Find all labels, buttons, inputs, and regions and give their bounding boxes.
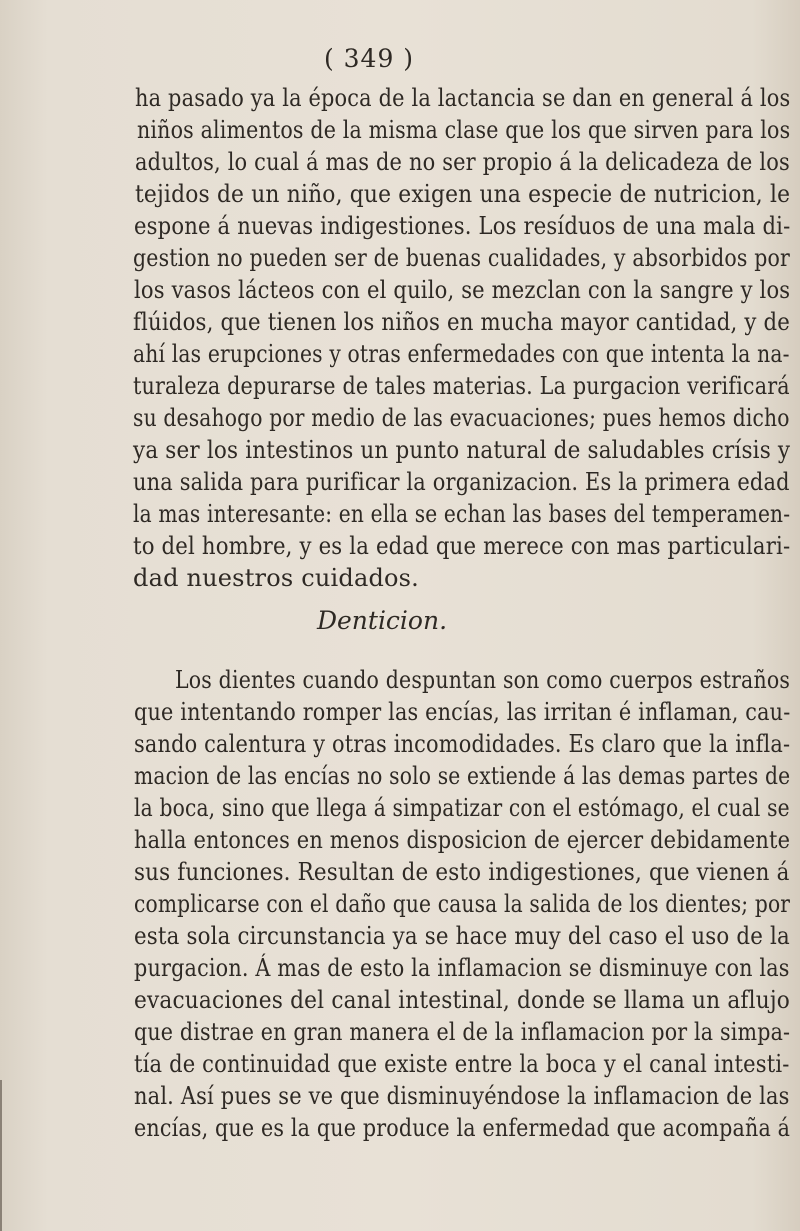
paragraph-2-line: que distrae en gran manera el de la inflamacion por la simpa- bbox=[134, 1018, 791, 1046]
paragraph-1-line: su desahogo por medio de las evacuaciones; pues hemos dicho bbox=[133, 404, 790, 432]
paragraph-1-line: niños alimentos de la misma clase que los que sirven para los bbox=[137, 116, 791, 144]
paragraph-2-line: halla entonces en menos disposicion de ejercer debidamente bbox=[134, 826, 791, 854]
paragraph-2-line: esta sola circunstancia ya se hace muy del caso el uso de la bbox=[134, 922, 790, 950]
paragraph-2-line: nal. Así pues se ve que disminuyéndose la inflamacion de las bbox=[134, 1082, 790, 1110]
paragraph-1-line: adultos, lo cual á mas de no ser propio á la delicadeza de los bbox=[135, 148, 790, 176]
paragraph-2-line: que intentando romper las encías, las irritan é inflaman, cau- bbox=[134, 698, 791, 726]
paragraph-2-line: sando calentura y otras incomodidades. Es claro que la infla- bbox=[134, 730, 791, 758]
paragraph-1-line: tejidos de un niño, que exigen una especie de nutricion, le bbox=[135, 180, 791, 208]
paragraph-1-line: turaleza depurarse de tales materias. La purgacion verificará bbox=[133, 372, 790, 400]
section-heading: Denticion. bbox=[316, 606, 448, 635]
paragraph-2-line: sus funciones. Resultan de esto indigestiones, que vienen á bbox=[134, 858, 790, 886]
paragraph-2-line: macion de las encías no solo se extiende á las demas partes de bbox=[134, 762, 791, 790]
paragraph-1-line: una salida para purificar la organizacion. Es la primera edad bbox=[133, 468, 790, 496]
paragraph-1-line: ya ser los intestinos un punto natural de saludables crísis y bbox=[133, 436, 791, 464]
paragraph-2-line: evacuaciones del canal intestinal, donde se llama un aflujo bbox=[134, 986, 790, 1014]
paragraph-2-line: Los dientes cuando despuntan son como cuerpos estraños bbox=[175, 666, 791, 694]
paragraph-1-line: ahí las erupciones y otras enfermedades con que intenta la na- bbox=[133, 340, 790, 368]
paragraph-1-line: gestion no pueden ser de buenas cualidades, y absorbidos por bbox=[133, 244, 791, 272]
paragraph-1-line: to del hombre, y es la edad que merece con mas particulari- bbox=[133, 532, 791, 560]
page-edge-shadow bbox=[0, 1080, 2, 1231]
paragraph-1-line: los vasos lácteos con el quilo, se mezclan con la sangre y los bbox=[134, 276, 791, 304]
paragraph-2-line: la boca, sino que llega á simpatizar con el estómago, el cual se bbox=[134, 794, 790, 822]
paragraph-2-line: encías, que es la que produce la enfermedad que acompaña á bbox=[134, 1114, 791, 1142]
paragraph-2-line: purgacion. Á mas de esto la inflamacion se disminuye con las bbox=[134, 954, 790, 982]
paragraph-2-line: tía de continuidad que existe entre la boca y el canal intesti- bbox=[134, 1050, 790, 1078]
paragraph-1-line: espone á nuevas indigestiones. Los resíduos de una mala di- bbox=[134, 212, 791, 240]
paragraph-1-line: ha pasado ya la época de la lactancia se dan en general á los bbox=[135, 84, 791, 112]
paragraph-2-line: complicarse con el daño que causa la salida de los dientes; por bbox=[134, 890, 791, 918]
paragraph-1-line: la mas interesante: en ella se echan las bases del temperamen- bbox=[133, 500, 791, 528]
page-number: ( 349 ) bbox=[323, 44, 415, 73]
paragraph-1-line: dad nuestros cuidados. bbox=[133, 564, 420, 592]
paragraph-1-line: flúidos, que tienen los niños en mucha mayor cantidad, y de bbox=[133, 308, 790, 336]
